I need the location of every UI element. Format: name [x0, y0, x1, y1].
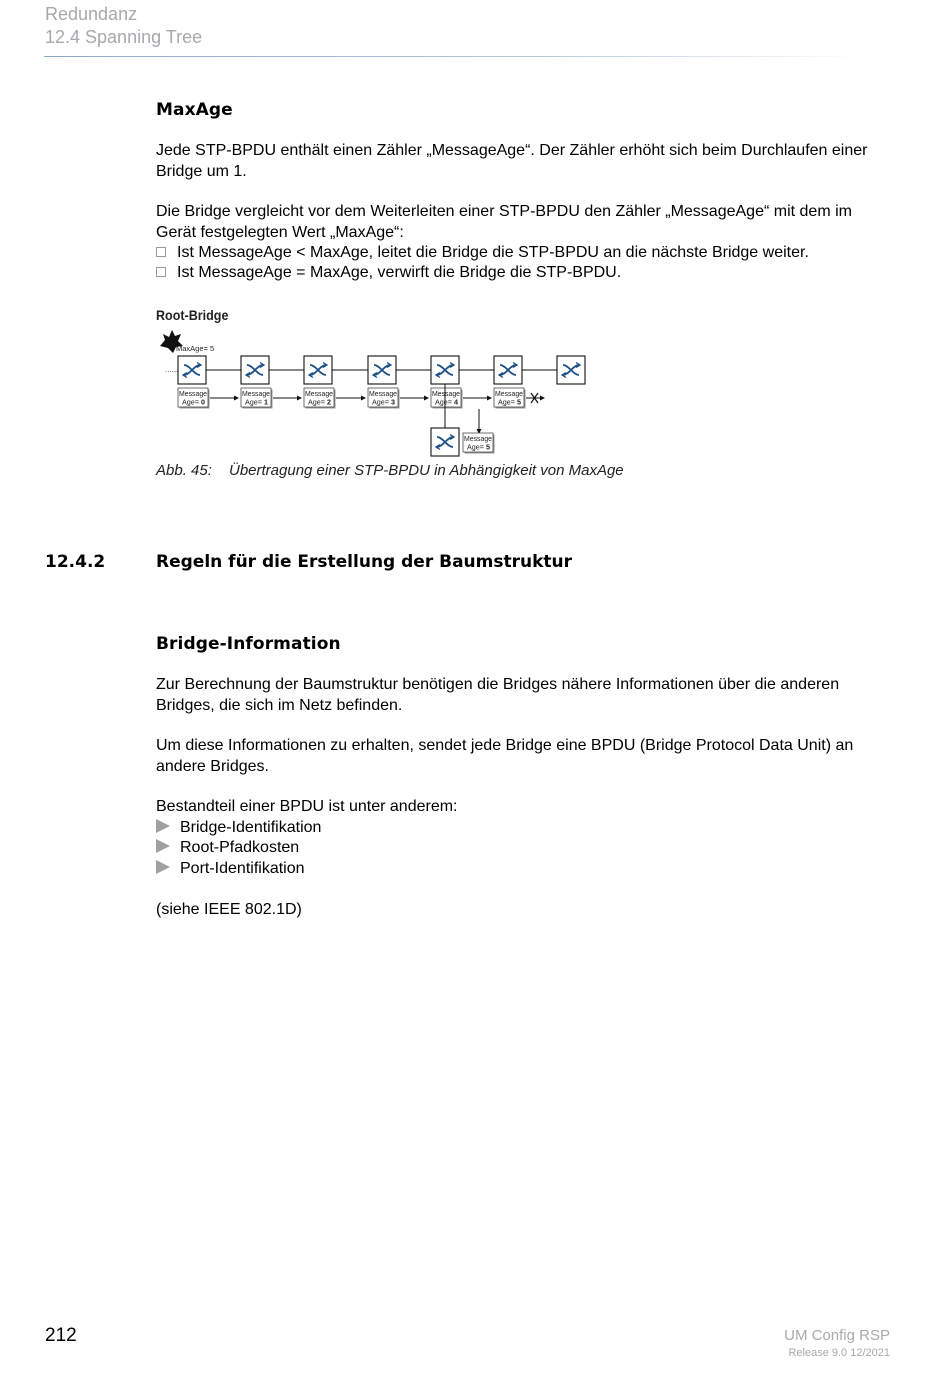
age-value: 5 [516, 397, 521, 407]
bridge-chain-diagram [156, 305, 596, 460]
bridge-switch-2 [241, 356, 269, 384]
forward-arrow [273, 396, 302, 401]
maxage-bullet-2: Ist MessageAge = MaxAge, verwirft die Bridge die STP-BPDU. [156, 263, 621, 284]
bridge-switch-3 [304, 356, 332, 384]
dots-label: ...... [165, 365, 179, 374]
age-text: Age= 5 [467, 442, 490, 452]
bridge-info-para3: Bestandteil einer BPDU ist unter anderem: [156, 798, 458, 815]
checkbox-bullet-icon [156, 267, 166, 277]
maxage-bullet-1: Ist MessageAge < MaxAge, leitet die Bridge die STP-BPDU an die nächste Bridge weiter. [156, 243, 809, 264]
age-value: 4 [453, 397, 458, 407]
age-text: Age= 1 [245, 397, 268, 407]
bpdu-item-bridge-id: Bridge-Identifikation [156, 818, 321, 839]
footer-release: Release 9.0 12/2021 [788, 1347, 890, 1359]
header-chapter: Redundanz [45, 4, 138, 24]
triangle-bullet-icon [156, 819, 170, 833]
arrow-head [361, 396, 366, 401]
caption-text: Übertragung einer STP-BPDU in Abhängigkeit von MaxAge [229, 462, 624, 479]
bridge-info-para1: Zur Berechnung der Baumstruktur benötigen die Bridges nähere Informationen über die anderen Bridges, die sich im Netz befinden. [156, 676, 840, 714]
age-text: Age= 0 [182, 397, 205, 407]
age-value: 1 [263, 397, 268, 407]
arrow-head [540, 396, 545, 401]
message-text: Message [369, 389, 397, 398]
message-text: Message [179, 389, 207, 398]
page-number: 212 [45, 1325, 77, 1346]
branch-switch [431, 428, 459, 456]
message-text: Message [242, 389, 270, 398]
arrow-head [424, 396, 429, 401]
maxage-para1: Jede STP-BPDU enthält einen Zähler „MessageAge“. Der Zähler erhöht sich beim Durchlaufen einer Bridge um 1. [156, 142, 868, 180]
message-age-label-2 [304, 388, 336, 409]
forward-arrow [210, 396, 239, 401]
message-text: Message [495, 389, 523, 398]
bridge-chain [178, 356, 585, 456]
maxage-label: MaxAge= 5 [176, 344, 215, 353]
bridge-info-heading: Bridge-Information [156, 634, 341, 654]
message-text: Message [305, 389, 333, 398]
message-text: Message [432, 389, 460, 398]
age-text: Age= 5 [498, 397, 521, 407]
header-section: 12.4 Spanning Tree [45, 27, 203, 47]
message-age-label-1 [241, 388, 273, 409]
arrow-head [234, 396, 239, 401]
bridge-switch-6 [494, 356, 522, 384]
triangle-bullet-icon [156, 839, 170, 853]
bridge-switch-1 [178, 356, 206, 384]
age-text: Age= 4 [435, 397, 458, 407]
arrow-head [297, 396, 302, 401]
message-text: Message [464, 434, 492, 443]
message-age-label-4 [431, 388, 463, 409]
arrow-head [487, 396, 492, 401]
age-text: Age= 3 [372, 397, 395, 407]
age-value: 0 [200, 397, 205, 407]
section-number: 12.4.2 [45, 552, 106, 572]
bpdu-item-port-id: Port-Identifikation [156, 859, 305, 880]
bridge-switch-4 [368, 356, 396, 384]
branch-message-age-label [463, 433, 495, 454]
maxage-heading: MaxAge [156, 100, 233, 120]
bridge-switch-7 [557, 356, 585, 384]
footer-doc: UM Config RSP [784, 1327, 890, 1344]
caption-number: Abb. 45: [156, 462, 212, 479]
message-age-label-3 [368, 388, 400, 409]
age-value: 2 [326, 397, 331, 407]
bpdu-item-root-path-cost: Root-Pfadkosten [156, 838, 299, 859]
age-value: 3 [390, 397, 395, 407]
checkbox-bullet-icon [156, 247, 166, 257]
forward-arrow [336, 396, 366, 401]
root-bridge-label: Root-Bridge [156, 307, 229, 324]
triangle-bullet-icon [156, 860, 170, 874]
message-age-label-5 [494, 388, 526, 409]
bridge-info-para2: Um diese Informationen zu erhalten, sendet jede Bridge eine BPDU (Bridge Protocol Data Unit) an andere Bridges. [156, 737, 854, 775]
figure-caption [156, 462, 624, 479]
maxage-para2: Die Bridge vergleicht vor dem Weiterleiten einer STP-BPDU den Zähler „MessageAge“ mit dem im Gerät festgelegten Wert „MaxAge“: [156, 203, 852, 241]
forward-arrow [400, 396, 429, 401]
maxage-figure [156, 305, 596, 465]
section-title: Regeln für die Erstellung der Baumstruktur [156, 552, 573, 572]
header-rule [44, 56, 864, 57]
age-text: Age= 2 [308, 397, 331, 407]
message-age-label-0 [178, 388, 210, 409]
bridge-info-reference: (siehe IEEE 802.1D) [156, 901, 302, 918]
age-value: 5 [485, 442, 490, 452]
bridge-switch-5 [431, 356, 459, 384]
forward-arrow [463, 396, 492, 401]
